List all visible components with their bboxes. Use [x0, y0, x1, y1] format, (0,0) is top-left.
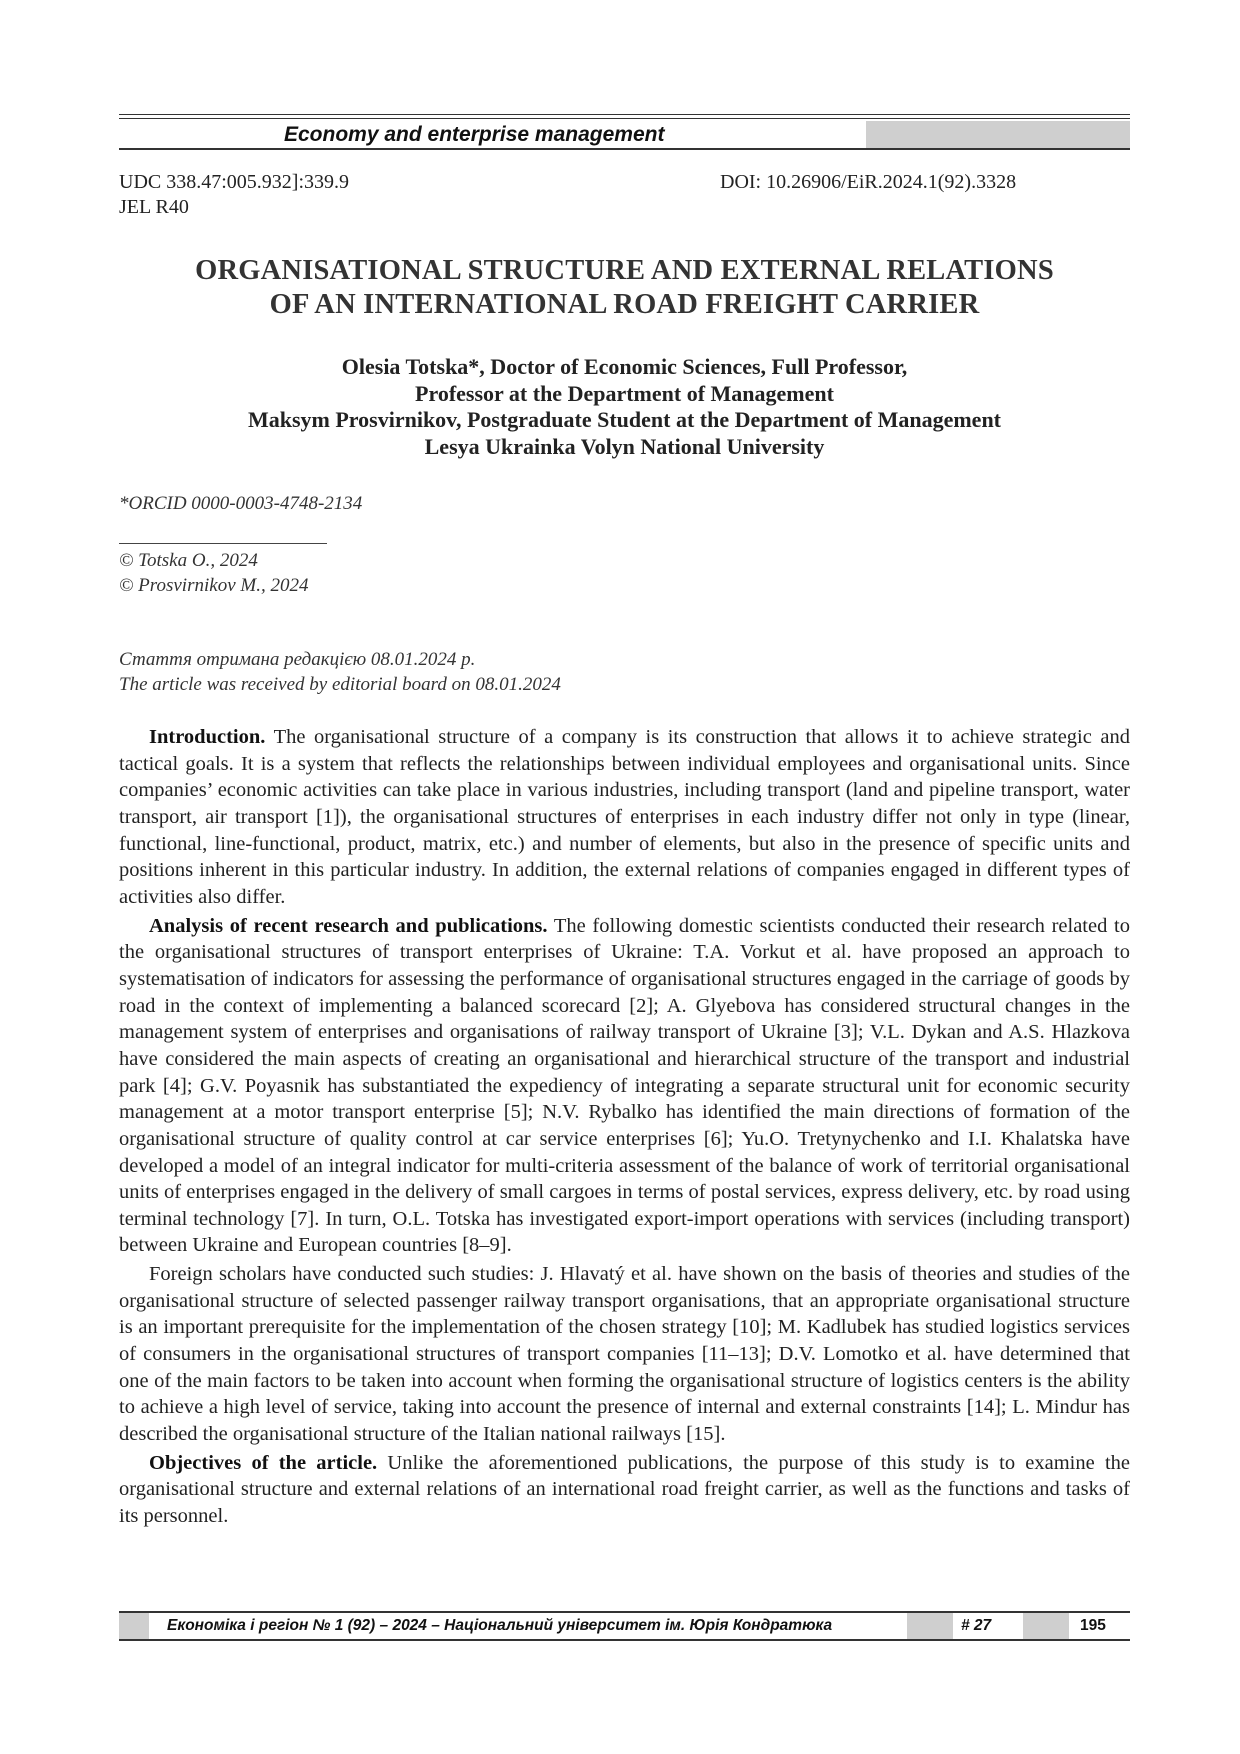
received-ua: Стаття отримана редакцією 08.01.2024 р. — [119, 649, 476, 670]
paragraph-introduction — [119, 724, 1130, 911]
paragraph-analysis — [119, 913, 1130, 1260]
text-introduction: The organisational structure of a company is its construction that allows it to achieve strategic and tactical goals. It is a system that reflects the relationships between individual employees and organisational units. Since companies’ economic activities can take place in various industries, including transport (land and pipeline transport, water transport, air transport [1]), the organisational structures of enterprises in each industry differ not only in type (linear, functional, line-functional, product, matrix, etc.) and number of elements, but also in the presence of specific units and positions inherent in this particular industry. In addition, the external relations of companies engaged in different types of activities also differ. — [119, 726, 1130, 908]
paragraph-foreign: Foreign scholars have conducted such studies: J. Hlavatý et al. have shown on the basis of theories and studies of the organisational structure of selected passenger railway transport organisations, that an appropriate organisational structure is an important prerequisite for the implementation of the chosen strategy [10]; M. Kadlubek has studied logistics services of consumers in the organisational structures of transport companies [11–13]; D.V. Lomotko et al. have determined that one of the main factors to be taken into account when forming the organisational structure of logistics centers is the ability to achieve a high level of service, taking into account the presence of internal and external constraints [14]; L. Mindur has described the organisational structure of the Italian national railways [15]. — [119, 1263, 1130, 1446]
running-footer — [119, 1611, 1130, 1641]
udc-code: UDC 338.47:005.932]:339.9 — [119, 171, 349, 193]
header-gray-block — [866, 121, 1130, 148]
author-block — [119, 354, 1130, 460]
author-line-1: Olesia Totska*, Doctor of Economic Sciences, Full Professor, — [341, 354, 908, 379]
text-objectives: Unlike the aforementioned publications, the purpose of this study is to examine the organisational structure and external relations of an international road freight carrier, as well as the functions and tasks of its personnel. — [119, 1451, 1130, 1528]
footer-gray-left — [119, 1613, 149, 1639]
heading-objectives: Objectives of the article. — [149, 1451, 378, 1474]
footer-issue: # 27 — [961, 1617, 992, 1634]
footer-gray-middle — [907, 1613, 953, 1639]
author-line-4: Lesya Ukrainka Volyn National University — [424, 433, 825, 459]
heading-analysis: Analysis of recent research and publications. — [149, 914, 548, 937]
doi[interactable]: DOI: 10.26906/EiR.2024.1(92).3328 — [720, 171, 1017, 193]
header-rule-second — [119, 118, 1130, 119]
jel-code: JEL R40 — [119, 196, 189, 218]
title-line-2: OF AN INTERNATIONAL ROAD FREIGHT CARRIER — [269, 289, 980, 320]
text-analysis: The following domestic scientists conducted their research related to the organisational structures of transport enterprises of Ukraine: T.A. Vorkut et al. have proposed an approach to systematisation of indicators for assessing the performance of organisational structures engaged in the carriage of goods by road in the context of implementing a balanced scorecard [2]; A. Glyebova has considered structural changes in the management system of enterprises and organisations of railway transport of Ukraine [3]; V.L. Dykan and A.S. Hlazkova have considered the main aspects of creating an organisational and hierarchical structure of the transport and industrial park [4]; G.V. Poyasnik has substantiated the expediency of integrating a separate structural unit for economic security management at a motor transport enterprise [5]; N.V. Rybalko has identified the main directions of formation of the organisational structure of quality control at car service enterprises [6]; Yu.O. Tretynychenko and I.I. Khalatska have developed a model of an integral indicator for multi-criteria assessment of the balance of work of territorial organisational units of enterprises engaged in the delivery of small cargoes in terms of postal services, express delivery, etc. by road using terminal technology [7]. In turn, O.L. Totska has investigated export-import operations with services (including transport) between Ukraine and European countries [8–9]. — [119, 914, 1130, 1257]
paragraph-objectives — [119, 1450, 1130, 1530]
article-body — [119, 724, 1130, 1532]
copyright-line-2: © Prosvirnikov M., 2024 — [119, 575, 309, 596]
copyright-line-1: © Totska O., 2024 — [119, 550, 258, 571]
running-header — [119, 121, 1130, 150]
footer-journal: Економіка і регіон № 1 (92) – 2024 – Національний університет ім. Юрія Кондратюка — [167, 1617, 833, 1634]
header-rule-top — [119, 114, 1130, 115]
received-en: The article was received by editorial board on 08.01.2024 — [119, 674, 561, 695]
section-title: Economy and enterprise management — [284, 123, 665, 146]
article-title — [119, 254, 1130, 322]
page-number: 195 — [1080, 1617, 1106, 1634]
heading-introduction: Introduction. — [149, 726, 266, 748]
author-line-2: Professor at the Department of Management — [415, 380, 834, 406]
title-line-1: ORGANISATIONAL STRUCTURE AND EXTERNAL RELATIONS — [195, 255, 1054, 286]
footer-gray-right — [1023, 1613, 1069, 1639]
orcid[interactable]: *ORCID 0000-0003-4748-2134 — [119, 493, 363, 514]
author-line-3: Maksym Prosvirnikov, Postgraduate Student at the Department of Management — [247, 407, 1002, 432]
footnote-divider — [119, 543, 327, 544]
